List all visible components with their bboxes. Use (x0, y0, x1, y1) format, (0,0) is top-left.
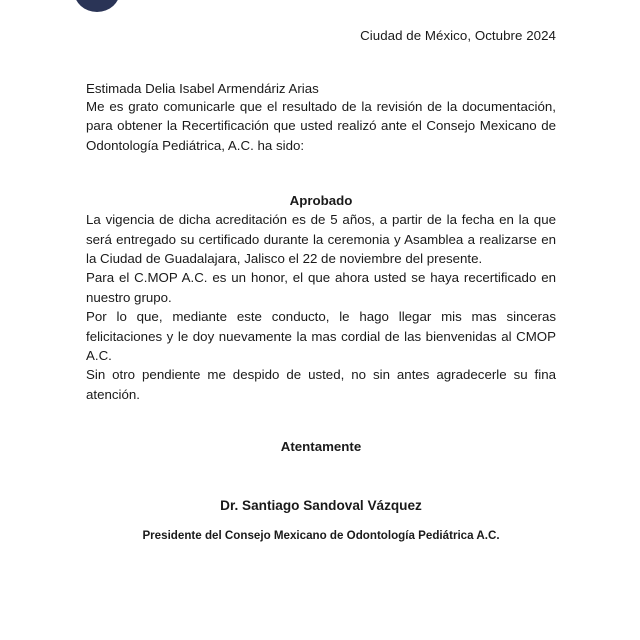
body-paragraph: Por lo que, mediante este conducto, le hago llegar mis mas sinceras felicitaciones y le doy nuevamente la mas cordial de las bienvenidas al CMOP A.C. (86, 309, 556, 364)
body-paragraph: Para el C.MOP A.C. es un honor, el que ahora usted se haya recertificado en nuestro grupo. (86, 270, 556, 305)
salutation: Estimada Delia Isabel Armendáriz Arias (86, 81, 319, 96)
closing-salutation: Atentamente (280, 439, 362, 455)
letter-content (86, 0, 556, 544)
signer-role: Presidente del Consejo Mexicano de Odontología Pediátrica A.C. (142, 529, 500, 543)
result-heading: Aprobado (289, 193, 353, 209)
date-line: Ciudad de México, Octubre 2024 (360, 28, 556, 43)
signer-name: Dr. Santiago Sandoval Vázquez (220, 498, 422, 514)
body-paragraph: La vigencia de dicha acreditación es de 5 años, a partir de la fecha en la que será entregado su certificado durante la ceremonia y Asamblea a realizarse en la Ciudad de Guadalajara, Jalisco el 22 de noviembre del presente. (86, 212, 556, 267)
body-paragraph: Sin otro pendiente me despido de usted, no sin antes agradecerle su fina atención. (86, 367, 556, 402)
intro-paragraph: Me es grato comunicarle que el resultado de la revisión de la documentación, para obtener la Recertificación que usted realizó ante el Consejo Mexicano de Odontología Pediátrica, A.C. ha sido: (86, 99, 556, 153)
